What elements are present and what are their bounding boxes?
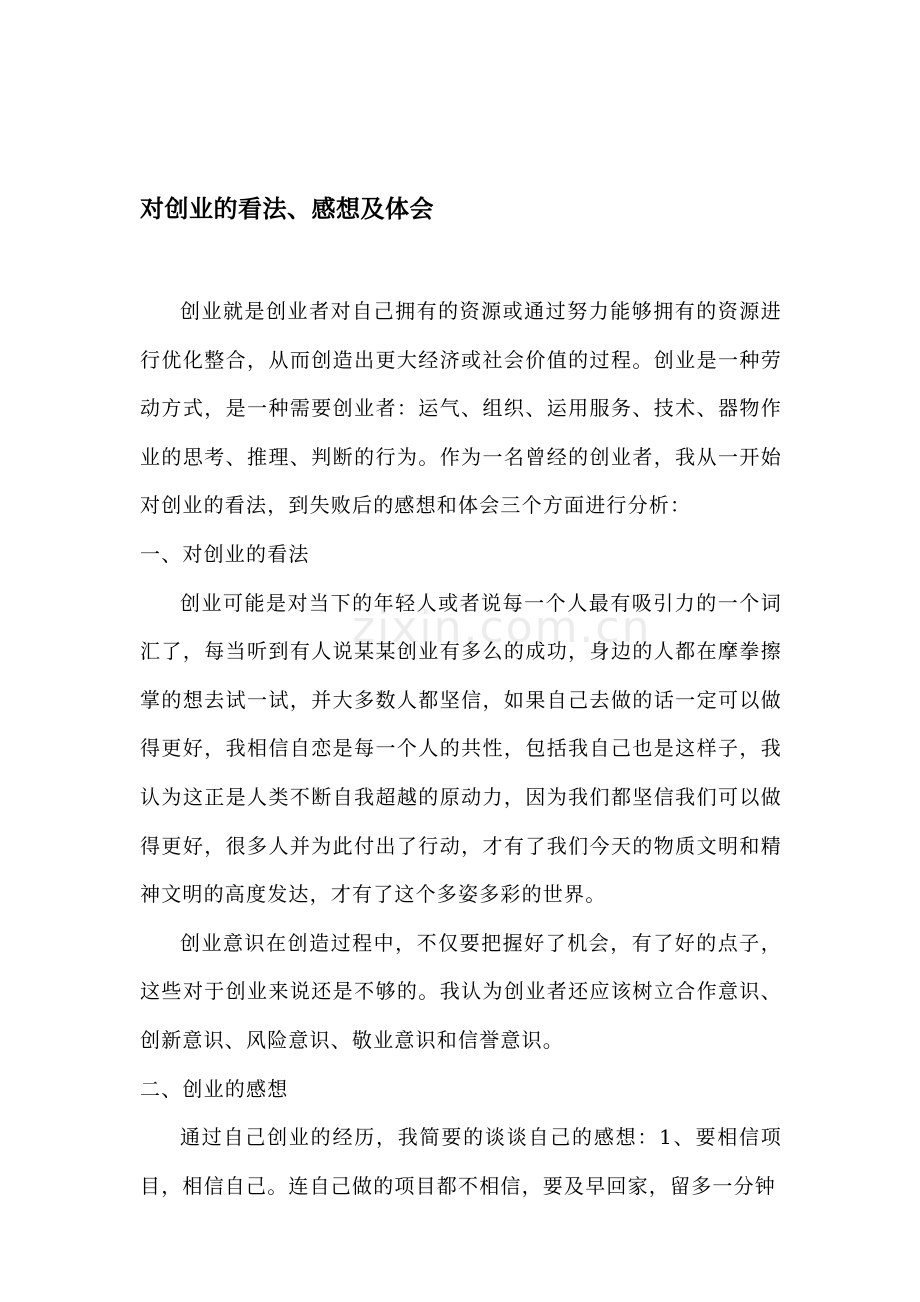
views-paragraph-1: 创业可能是对当下的年轻人或者说每一个人最有吸引力的一个词汇了，每当听到有人说某某创业有多么的成功，身边的人都在摩拳擦掌的想去试一试，并大多数人都坚信，如果自己去做的话一定可以做得更好，我相信自恋是每一个人的共性，包括我自己也是这样子，我认为这正是人类不断自我超越的原动力，因为我们都坚信我们可以做得更好，很多人并为此付出了行动，才有了我们今天的物质文明和精神文明的高度发达，才有了这个多姿多彩的世界。 [140,590,782,907]
document-body [140,287,782,1210]
section-heading-views: 一、对创业的看法 [140,541,310,566]
views-paragraph-2: 创业意识在创造过程中，不仅要把握好了机会，有了好的点子，这些对于创业来说还是不够的。我认为创业者还应该树立合作意识、创新意识、风险意识、敬业意识和信誉意识。 [140,930,782,1052]
feelings-paragraph-1: 通过自己创业的经历，我简要的谈谈自己的感想：1、要相信项目，相信自己。连自己做的项目都不相信，要及早回家，留多一分钟 [140,1125,782,1198]
document-title: 对创业的看法、感想及体会 [140,194,434,223]
section-heading-feelings: 二、创业的感想 [140,1076,289,1101]
intro-paragraph: 创业就是创业者对自己拥有的资源或通过努力能够拥有的资源进行优化整合，从而创造出更大经济或社会价值的过程。创业是一种劳动方式，是一种需要创业者：运气、组织、运用服务、技术、器物作业的思考、推理、判断的行为。作为一名曾经的创业者，我从一开始对创业的看法，到失败后的感想和体会三个方面进行分析： [140,299,782,518]
watermark: zixin.com.cn [352,602,652,653]
